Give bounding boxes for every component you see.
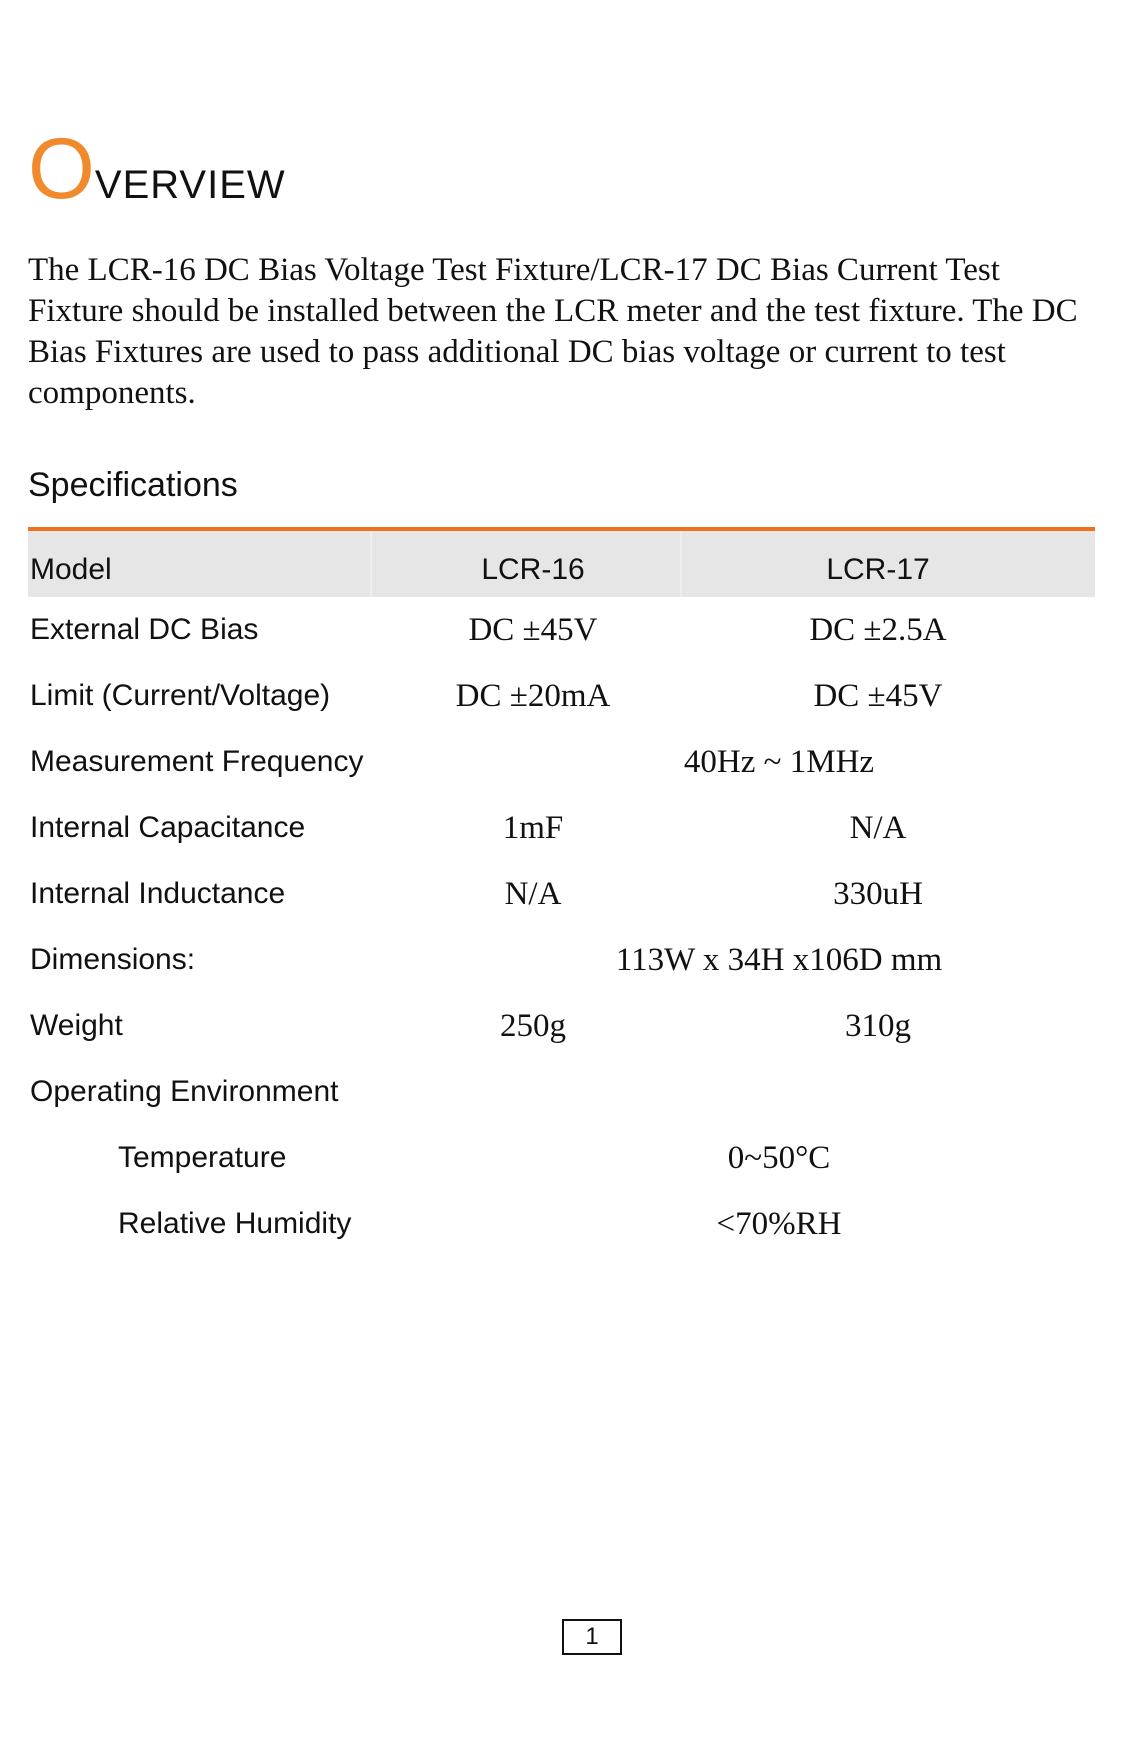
page-number: 1	[562, 1619, 622, 1655]
row-value-lcr17: 310g	[845, 1007, 911, 1044]
row-label: Limit (Current/Voltage)	[30, 679, 331, 712]
row-value-lcr16: N/A	[504, 875, 562, 912]
table-header-row	[28, 531, 1095, 597]
intro-text: The LCR-16 DC Bias Voltage Test Fixture/LCR-17 DC Bias Current Test Fixture should be installed between the LCR meter and the test fixture. The DC Bias Fixtures are used to pass additional DC bias voltage or current to test components.	[28, 252, 1078, 411]
header-model-label: Model	[30, 553, 112, 586]
specifications-heading: Specifications	[28, 466, 238, 504]
table-row	[28, 993, 1095, 1059]
row-label: Measurement Frequency	[30, 745, 364, 778]
header-lcr16: LCR-16	[481, 553, 585, 586]
title-initial: O	[28, 121, 93, 217]
table-row	[28, 1191, 1095, 1257]
page-title	[28, 121, 286, 217]
row-label: External DC Bias	[30, 613, 259, 646]
row-value-shared: <70%RH	[716, 1205, 842, 1242]
row-value-lcr17: DC ±2.5A	[809, 611, 947, 648]
row-label: Temperature	[118, 1141, 287, 1174]
row-value-shared: 40Hz ~ 1MHz	[683, 743, 875, 780]
intro-paragraph	[28, 250, 1088, 414]
row-label: Operating Environment	[30, 1075, 339, 1108]
table-row	[28, 927, 1095, 993]
table-row	[28, 795, 1095, 861]
table-row	[28, 861, 1095, 927]
header-lcr17: LCR-17	[826, 553, 930, 586]
table-row	[28, 1059, 1095, 1125]
row-value-lcr16: 1mF	[502, 809, 564, 846]
row-value-lcr17: N/A	[849, 809, 907, 846]
row-value-lcr16: DC ±20mA	[455, 677, 611, 714]
row-value-shared: 0~50°C	[727, 1139, 831, 1176]
row-value-lcr16: DC ±45V	[468, 611, 598, 648]
row-label: Internal Inductance	[30, 877, 286, 910]
row-label: Dimensions:	[30, 943, 196, 976]
row-label: Weight	[30, 1009, 123, 1042]
table-row	[28, 663, 1095, 729]
row-value-lcr17: 330uH	[833, 875, 923, 912]
row-value-lcr17: DC ±45V	[813, 677, 943, 714]
table-row	[28, 729, 1095, 795]
title-rest: VERVIEW	[94, 163, 286, 207]
row-value-shared: 113W x 34H x106D mm	[615, 941, 943, 978]
row-label: Internal Capacitance	[30, 811, 306, 844]
row-label: Relative Humidity	[118, 1207, 352, 1240]
table-row	[28, 1125, 1095, 1191]
table-row	[28, 597, 1095, 663]
specifications-table	[28, 531, 1095, 1257]
row-value-lcr16: 250g	[500, 1007, 566, 1044]
